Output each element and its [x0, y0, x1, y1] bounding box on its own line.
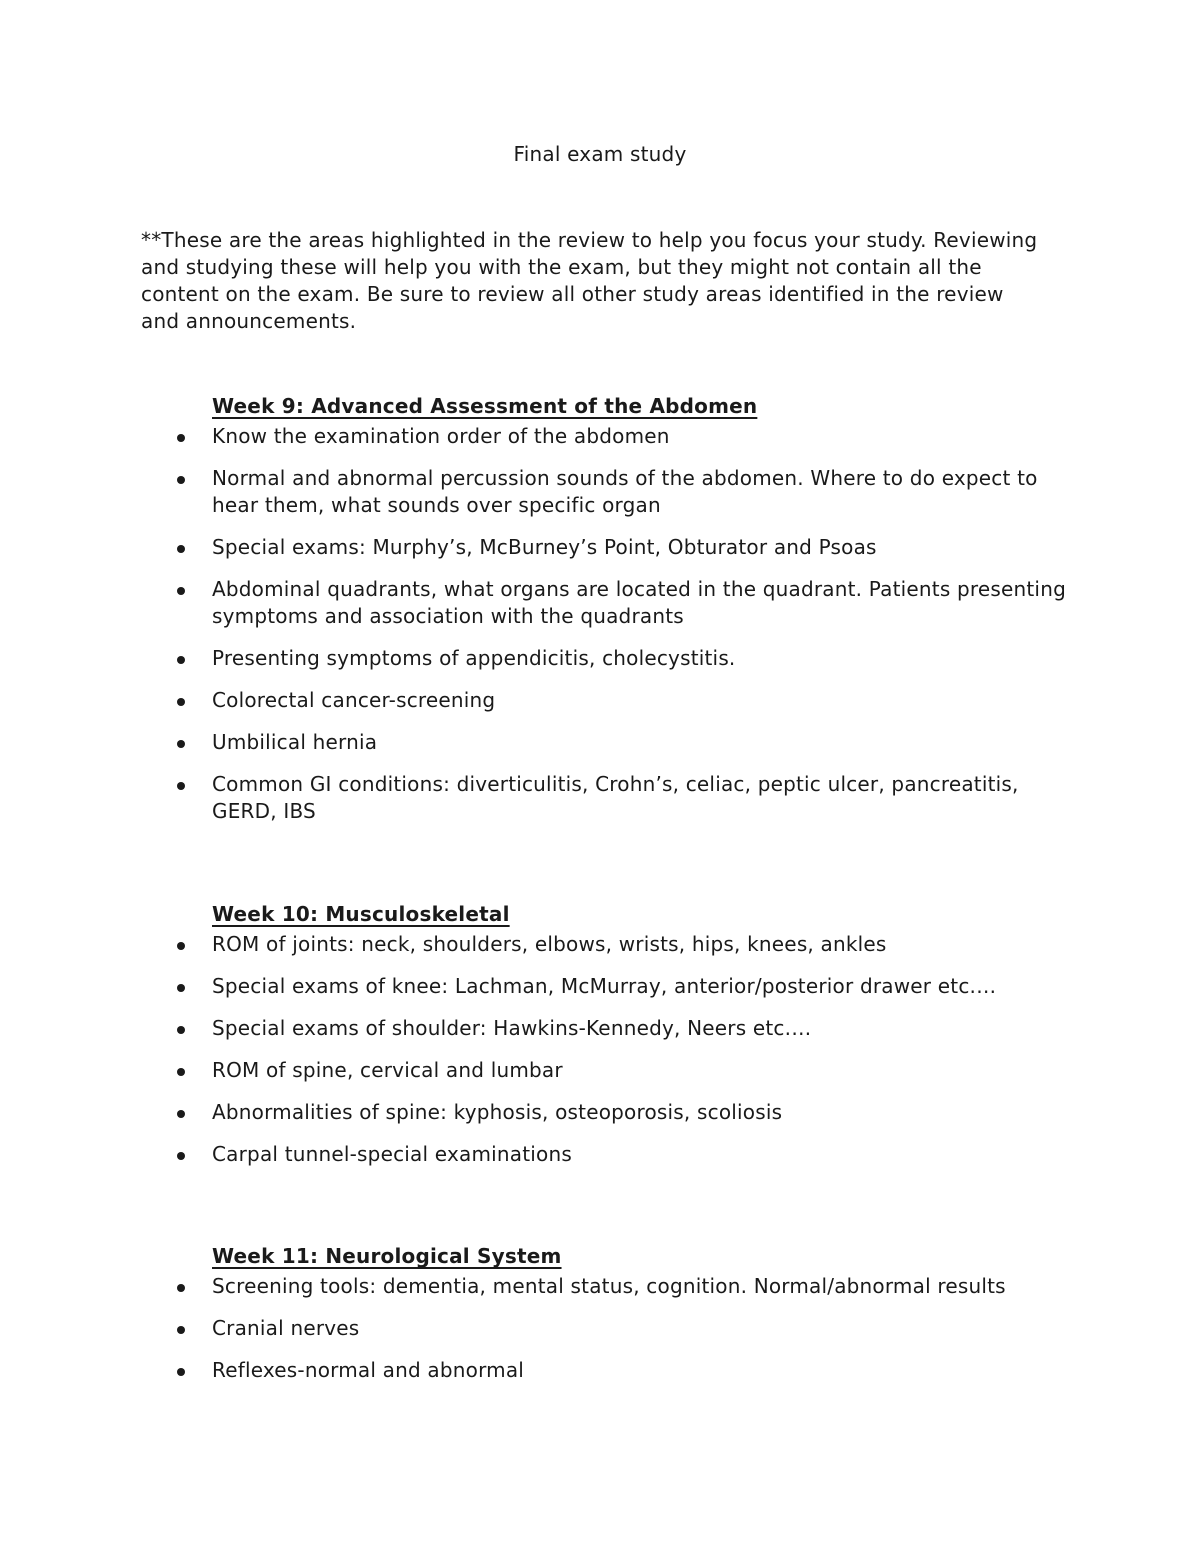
list-item-text: Cranial nerves	[212, 1316, 360, 1340]
bullet-icon	[177, 1152, 185, 1160]
list-item	[0, 931, 1200, 958]
list-item	[0, 576, 1200, 630]
bullet-icon	[177, 476, 185, 484]
list-item-text: Colorectal cancer-screening	[212, 688, 496, 712]
intro-paragraph: **These are the areas highlighted in the review to help you focus your study. Reviewing and studying these will help you with the exam, but they might not contain all the content on the exam. Be sure to review all other study areas identified in the review and announcements.	[141, 228, 1038, 333]
bullet-icon	[177, 698, 185, 706]
list-item-text: Reflexes-normal and abnormal	[212, 1358, 525, 1382]
bullet-icon	[177, 656, 185, 664]
bullet-list	[0, 423, 1200, 840]
bullet-list	[0, 931, 1200, 1183]
bullet-icon	[177, 1068, 185, 1076]
list-item-text: Screening tools: dementia, mental status, cognition. Normal/abnormal results	[212, 1274, 1006, 1298]
section-heading: Week 11: Neurological System	[212, 1244, 562, 1268]
list-item-text: Presenting symptoms of appendicitis, cholecystitis.	[212, 646, 736, 670]
list-item	[0, 645, 1200, 672]
list-item	[0, 1057, 1200, 1084]
list-item-text: Normal and abnormal percussion sounds of the abdomen. Where to do expect to hear them, what sounds over specific organ	[212, 466, 1038, 517]
bullet-icon	[177, 1284, 185, 1292]
list-item-text: ROM of spine, cervical and lumbar	[212, 1058, 563, 1082]
bullet-list	[0, 1273, 1200, 1399]
list-item-text: Common GI conditions: diverticulitis, Crohn’s, celiac, peptic ulcer, pancreatitis, GERD, IBS	[212, 772, 1019, 823]
list-item-text: ROM of joints: neck, shoulders, elbows, wrists, hips, knees, ankles	[212, 932, 887, 956]
list-item	[0, 1315, 1200, 1342]
list-item-text: Abdominal quadrants, what organs are located in the quadrant. Patients presenting symptoms and association with the quadrants	[212, 577, 1066, 628]
bullet-icon	[177, 1326, 185, 1334]
bullet-icon	[177, 942, 185, 950]
list-item	[0, 1099, 1200, 1126]
list-item	[0, 1015, 1200, 1042]
list-item	[0, 465, 1200, 519]
list-item-text: Abnormalities of spine: kyphosis, osteoporosis, scoliosis	[212, 1100, 783, 1124]
bullet-icon	[177, 1368, 185, 1376]
list-item-text: Special exams of knee: Lachman, McMurray, anterior/posterior drawer etc.…	[212, 974, 997, 998]
bullet-icon	[177, 545, 185, 553]
list-item	[0, 534, 1200, 561]
bullet-icon	[177, 587, 185, 595]
bullet-icon	[177, 740, 185, 748]
list-item	[0, 687, 1200, 714]
list-item	[0, 729, 1200, 756]
list-item-text: Special exams: Murphy’s, McBurney’s Point, Obturator and Psoas	[212, 535, 877, 559]
bullet-icon	[177, 434, 185, 442]
list-item-text: Umbilical hernia	[212, 730, 378, 754]
list-item-text: Carpal tunnel-special examinations	[212, 1142, 572, 1166]
section-heading: Week 9: Advanced Assessment of the Abdomen	[212, 394, 758, 418]
list-item-text: Know the examination order of the abdomen	[212, 424, 670, 448]
bullet-icon	[177, 1026, 185, 1034]
bullet-icon	[177, 984, 185, 992]
list-item	[0, 771, 1200, 825]
document-title: Final exam study	[513, 142, 687, 166]
list-item	[0, 1357, 1200, 1384]
list-item-text: Special exams of shoulder: Hawkins-Kennedy, Neers etc.…	[212, 1016, 812, 1040]
list-item	[0, 1273, 1200, 1300]
section-heading: Week 10: Musculoskeletal	[212, 902, 510, 926]
list-item	[0, 423, 1200, 450]
list-item	[0, 1141, 1200, 1168]
list-item	[0, 973, 1200, 1000]
bullet-icon	[177, 782, 185, 790]
bullet-icon	[177, 1110, 185, 1118]
